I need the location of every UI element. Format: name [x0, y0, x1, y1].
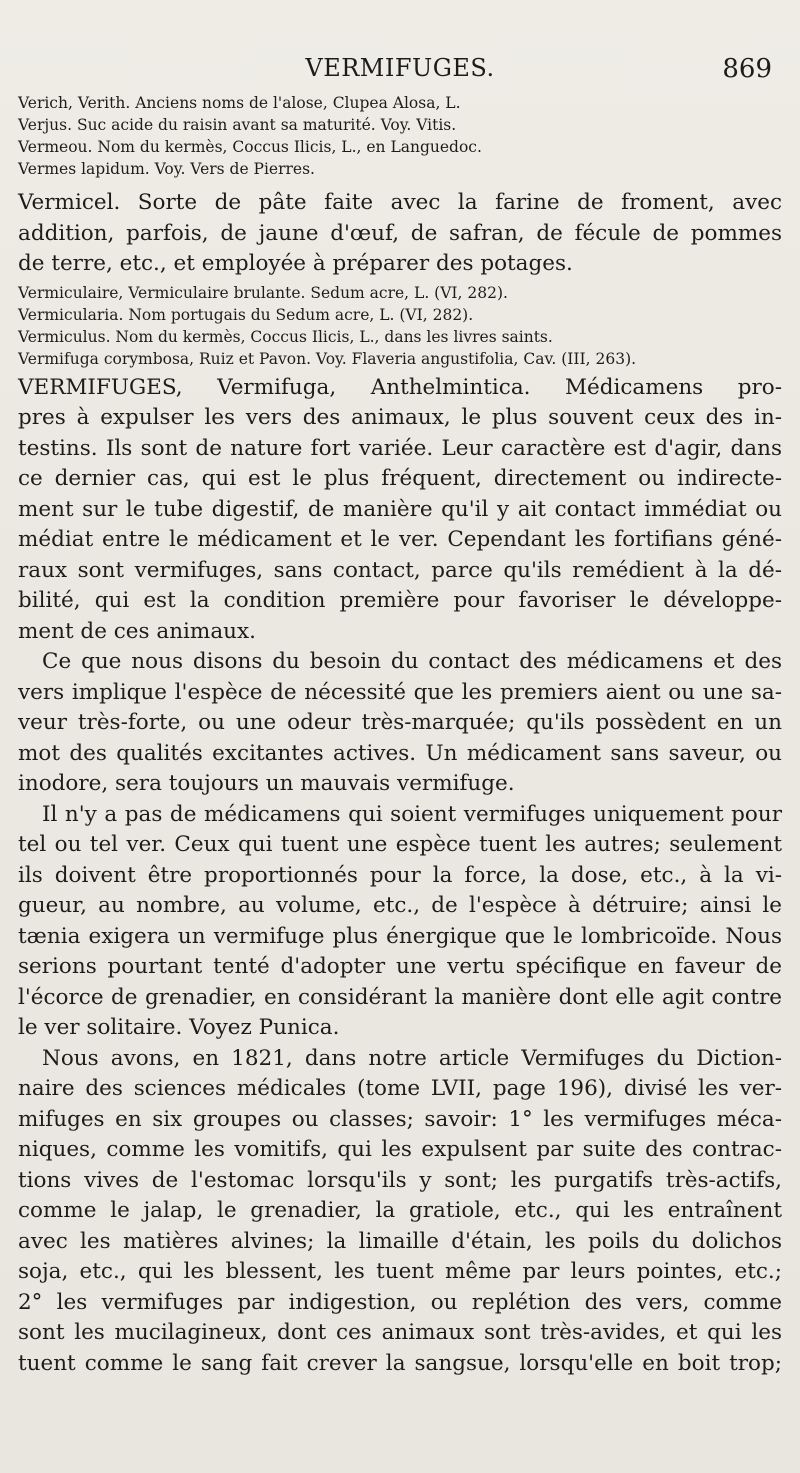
entry-line: Vermiculus. Nom du kermès, Coccus Ilicis, L., dans les livres saints. [18, 327, 553, 346]
running-head: VERMIFUGES. [305, 54, 495, 82]
text-line: mifuges en six groupes ou classes; savoir: 1° les vermifuges méca- [18, 1106, 782, 1132]
text-line: sont les mucilagineux, dont ces animaux sont très-avides, et qui les [18, 1320, 782, 1345]
text-line: soja, etc., qui les blessent, les tuent même par leurs pointes, etc.; [18, 1259, 782, 1284]
text-line: tuent comme le sang fait crever la sangsue, lorsqu'elle en boit trop; [18, 1350, 782, 1376]
text-line: ce dernier cas, qui est le plus fréquent, directement ou indirecte- [18, 466, 782, 491]
text-line: ment de ces animaux. [18, 618, 256, 644]
page-header [20, 54, 780, 88]
text-line: de terre, etc., et employée à préparer des potages. [18, 251, 573, 276]
text-line: tel ou tel ver. Ceux qui tuent une espèce tuent les autres; seulement [18, 832, 782, 857]
text-line: 2° les vermifuges par indigestion, ou replétion des vers, comme [18, 1289, 782, 1315]
text-line: ils doivent être proportionnés pour la force, la dose, etc., à la vi- [18, 862, 782, 888]
paragraph-4 [18, 1044, 782, 1380]
text-line: inodore, sera toujours un mauvais vermifuge. [18, 771, 515, 796]
text-line: mot des qualités excitantes actives. Un médicament sans saveur, ou [18, 740, 782, 766]
entry-vermicel [18, 188, 782, 280]
entry-line: Vermicularia. Nom portugais du Sedum acre, L. (VI, 282). [18, 305, 474, 324]
entry-vermifuges [18, 373, 782, 648]
text-line: médiat entre le médicament et le ver. Cependant les fortifians géné- [18, 527, 782, 552]
text-line: pres à expulser les vers des animaux, le plus souvent ceux des in- [18, 405, 782, 430]
dictionary-entries [18, 92, 782, 1379]
text-line: vers implique l'espèce de nécessité que les premiers aient ou une sa- [18, 679, 782, 705]
text-line: comme le jalap, le grenadier, la gratiole, etc., qui les entraînent [18, 1198, 782, 1223]
text-line: Nous avons, en 1821, dans notre article Vermifuges du Diction- [42, 1045, 782, 1071]
entry-line: Vermifuga corymbosa, Ruiz et Pavon. Voy. Flaveria angustifolia, Cav. (III, 263). [18, 349, 637, 368]
text-line: Vermicel. Sorte de pâte faite avec la farine de froment, avec [18, 190, 782, 215]
paragraph-2 [18, 647, 782, 800]
entry-line: Verjus. Suc acide du raisin avant sa maturité. Voy. Vitis. [18, 116, 457, 134]
short-entries-group-1 [18, 92, 782, 180]
text-line: serions pourtant tenté d'adopter une vertu spécifique en faveur de [18, 954, 782, 979]
text-line: testins. Ils sont de nature fort variée. Leur caractère est d'agir, dans [18, 435, 782, 461]
text-line: naire des sciences médicales (tome LVII, page 196), divisé les ver- [18, 1076, 782, 1101]
entry-line: Vermeou. Nom du kermès, Coccus Ilicis, L., en Languedoc. [18, 138, 482, 156]
text-line: avec les matières alvines; la limaille d'étain, les poils du dolichos [18, 1228, 782, 1254]
text-line: le ver solitaire. Voyez Punica. [18, 1015, 340, 1040]
text-line: tions vives de l'estomac lorsqu'ils y sont; les purgatifs très-actifs, [18, 1167, 782, 1193]
text-line: Ce que nous disons du besoin du contact des médicamens et des [42, 649, 782, 674]
text-line: l'écorce de grenadier, en considérant la manière dont elle agit contre [18, 984, 782, 1010]
text-line: Il n'y a pas de médicamens qui soient vermifuges uniquement pour [42, 801, 782, 827]
text-line: tænia exigera un vermifuge plus énergique que le lombricoïde. Nous [18, 923, 782, 949]
text-line: raux sont vermifuges, sans contact, parce qu'ils remédient à la dé- [18, 557, 782, 583]
page-number: 869 [722, 54, 772, 84]
short-entries-group-2 [18, 282, 782, 370]
paragraph-3 [18, 800, 782, 1044]
text-line: VERMIFUGES, Vermifuga, Anthelmintica. Médicamens pro- [18, 374, 782, 400]
entry-line: Vermes lapidum. Voy. Vers de Pierres. [18, 160, 315, 178]
text-line: gueur, au nombre, au volume, etc., de l'espèce à détruire; ainsi le [18, 893, 782, 918]
text-line: ment sur le tube digestif, de manière qu'il y ait contact immédiat ou [18, 496, 782, 522]
entry-line: Vermiculaire, Vermiculaire brulante. Sedum acre, L. (VI, 282). [18, 283, 508, 302]
text-line: addition, parfois, de jaune d'œuf, de safran, de fécule de pommes [18, 220, 782, 246]
text-line: bilité, qui est la condition première pour favoriser le développe- [18, 588, 782, 613]
entry-line: Verich, Verith. Anciens noms de l'alose, Clupea Alosa, L. [18, 94, 461, 112]
text-line: niques, comme les vomitifs, qui les expulsent par suite des contrac- [18, 1137, 782, 1162]
text-line: veur très-forte, ou une odeur très-marquée; qu'ils possèdent en un [18, 710, 782, 735]
